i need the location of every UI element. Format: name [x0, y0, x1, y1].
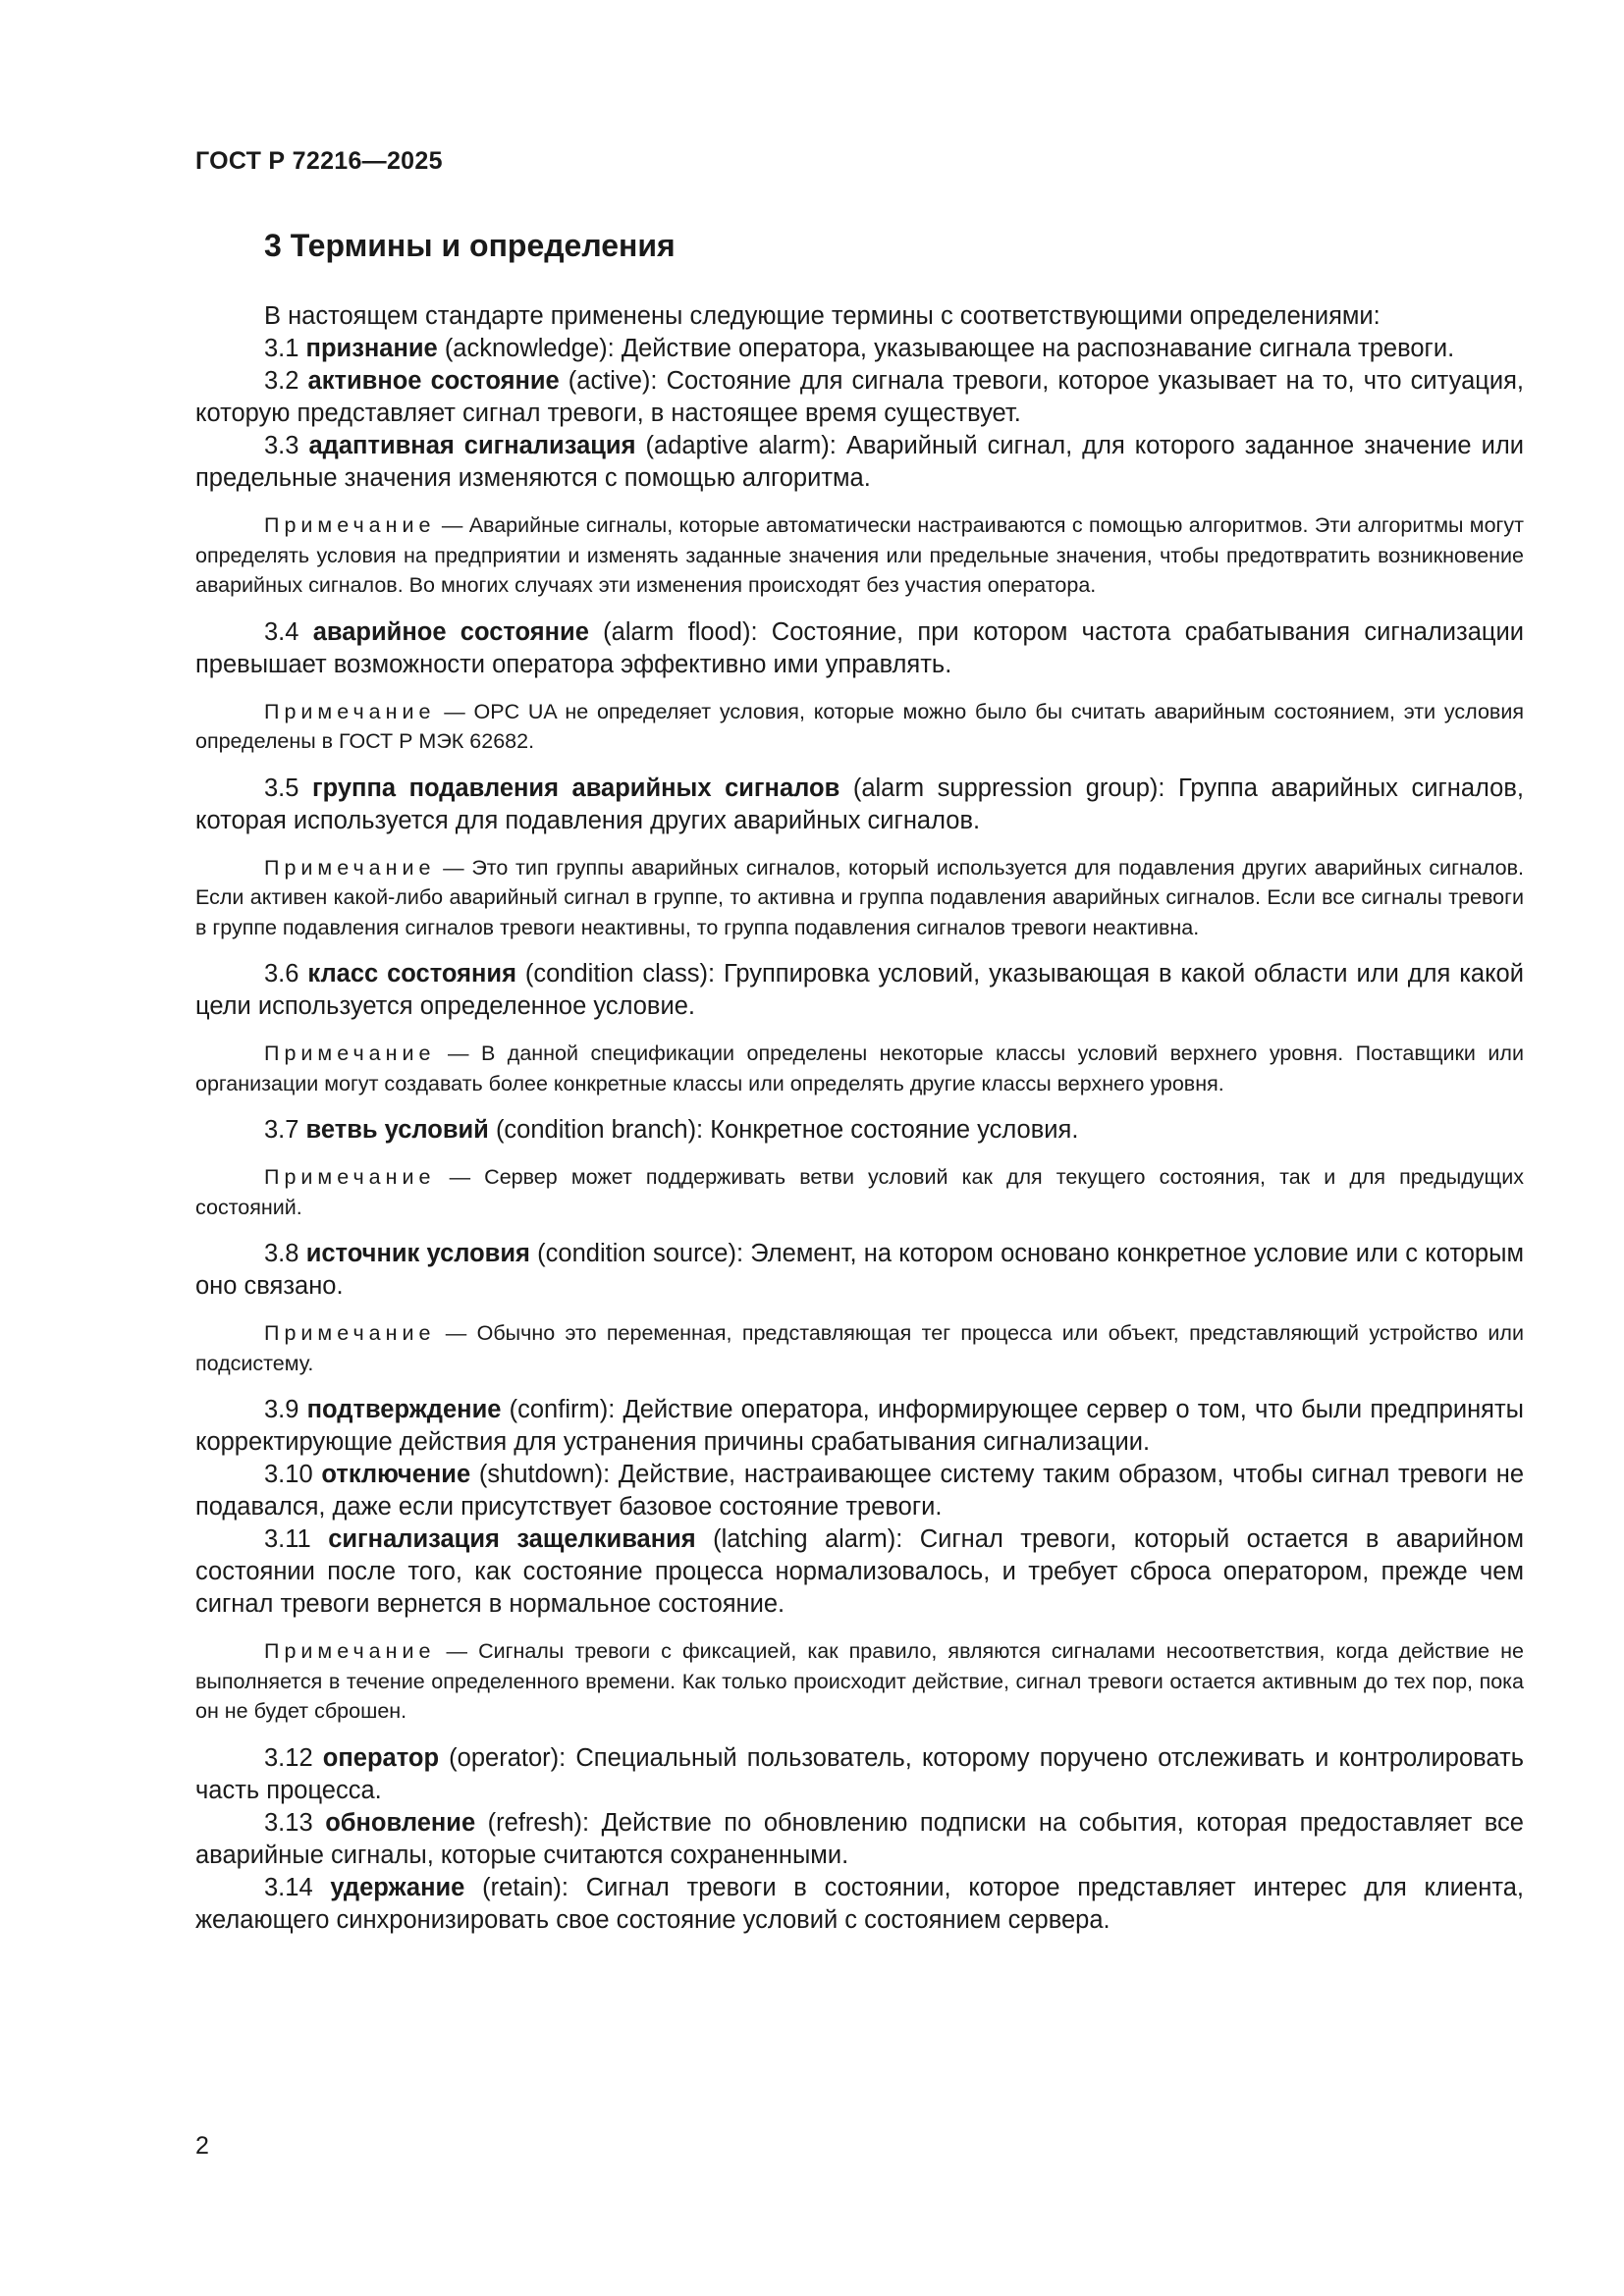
- term-3-3: [195, 430, 1524, 495]
- term-3-4: [195, 616, 1524, 681]
- term-number: 3.2: [264, 367, 299, 395]
- term-definition: (condition branch): Конкретное состояние условия.: [488, 1116, 1079, 1144]
- term-number: 3.7: [264, 1116, 299, 1144]
- note-text: — В данной спецификации определены некоторые классы условий верхнего уровня. Поставщики или организации могут создавать более конкретные классы или определять другие классы верхнего уровня.: [195, 1041, 1524, 1095]
- term-name: отключение: [321, 1461, 471, 1488]
- term-number: 3.12: [264, 1743, 313, 1772]
- term-definition: (condition class): Группировка условий, указывающая в какой области или для какой цели используется определенное условие.: [195, 960, 1524, 1020]
- term-3-1: [195, 333, 1524, 365]
- term-number: 3.11: [264, 1525, 311, 1553]
- term-definition: (acknowledge): Действие оператора, указывающее на распознавание сигнала тревоги.: [437, 335, 1455, 362]
- term-number: 3.6: [264, 960, 299, 988]
- note-label: Примечание: [264, 513, 436, 537]
- term-definition: (retain): Сигнал тревоги в состоянии, которое представляет интерес для клиента, желающего синхронизировать свое состояние условий с состоянием сервера.: [195, 1873, 1524, 1934]
- term-definition: (active): Состояние для сигнала тревоги, которое указывает на то, что ситуация, которую представляет сигнал тревоги, в настоящее время существует.: [195, 367, 1525, 427]
- term-3-8: [195, 1238, 1524, 1303]
- term-3-6: [195, 958, 1524, 1023]
- term-number: 3.10: [264, 1461, 313, 1488]
- term-definition: (operator): Специальный пользователь, которому поручено отслеживать и контролировать часть процесса.: [195, 1743, 1524, 1804]
- note-3-3: [195, 510, 1524, 601]
- term-name: активное состояние: [307, 367, 560, 395]
- term-definition: (refresh): Действие по обновлению подписки на события, которая предоставляет все аварийные сигналы, которые считаются сохраненными.: [195, 1808, 1524, 1869]
- term-name: ветвь условий: [305, 1116, 489, 1144]
- section-title: 3 Термины и определения: [264, 228, 676, 263]
- term-definition: (latching alarm): Сигнал тревоги, который остается в аварийном состоянии после того, как состояние процесса нормализовалось, и требует сброса оператором, прежде чем сигнал тревоги вернется в нормальное состояние.: [195, 1525, 1524, 1618]
- term-name: подтверждение: [306, 1396, 502, 1423]
- term-name: обновление: [325, 1808, 476, 1837]
- page-number: 2: [195, 2132, 209, 2160]
- document-body: [195, 226, 1524, 1937]
- note-label: Примечание: [264, 1165, 436, 1189]
- note-label: Примечание: [264, 1041, 436, 1065]
- term-number: 3.1: [264, 335, 299, 362]
- term-3-9: [195, 1394, 1524, 1459]
- term-definition: (alarm suppression group): Группа аварийных сигналов, которая используется для подавления других аварийных сигналов.: [195, 774, 1524, 834]
- term-number: 3.8: [264, 1240, 299, 1267]
- term-number: 3.3: [264, 432, 299, 459]
- term-name: адаптивная сигнализация: [308, 432, 636, 459]
- term-definition: (adaptive alarm): Аварийный сигнал, для которого заданное значение или предельные значения изменяются с помощью алгоритма.: [195, 432, 1525, 492]
- term-3-10: [195, 1459, 1524, 1523]
- term-number: 3.14: [264, 1873, 313, 1901]
- term-name: оператор: [322, 1743, 440, 1772]
- term-name: сигнализация защелкивания: [328, 1525, 696, 1553]
- section-intro: В настоящем стандарте применены следующие термины с соответствующими определениями:: [264, 302, 1380, 330]
- note-label: Примечание: [264, 1321, 436, 1345]
- term-definition: (condition source): Элемент, на котором основано конкретное условие или с которым оно связано.: [195, 1240, 1524, 1300]
- note-3-8: [195, 1318, 1524, 1378]
- term-name: удержание: [330, 1873, 465, 1901]
- note-3-5: [195, 853, 1524, 943]
- note-text: — Это тип группы аварийных сигналов, который используется для подавления других аварийных сигналов. Если активен какой-либо аварийный сигнал в группе, то активна и группа подавления аварийных сигналов. Если все сигналы тревоги в группе подавления сигналов тревоги неактивны, то группа подавления сигналов тревоги неактивна.: [195, 855, 1524, 939]
- note-label: Примечание: [264, 855, 436, 880]
- term-name: признание: [305, 335, 438, 362]
- note-text: — Обычно это переменная, представляющая тег процесса или объект, представляющий устройство или подсистему.: [195, 1321, 1524, 1375]
- note-text: — Аварийные сигналы, которые автоматически настраиваются с помощью алгоритмов. Эти алгоритмы могут определять условия на предприятии и изменять заданные значения или предельные значения, чтобы предотвратить возникновение аварийных сигналов. Во многих случаях эти изменения происходят без участия оператора.: [195, 513, 1524, 597]
- term-name: источник условия: [305, 1240, 530, 1267]
- term-3-7: [195, 1114, 1524, 1147]
- term-number: 3.5: [264, 774, 299, 802]
- note-3-11: [195, 1636, 1524, 1727]
- term-definition: (shutdown): Действие, настраивающее систему таким образом, чтобы сигнал тревоги не подавался, даже если присутствует базовое состояние тревоги.: [195, 1461, 1525, 1521]
- term-3-13: [195, 1807, 1524, 1872]
- note-label: Примечание: [264, 699, 436, 723]
- note-text: — Сервер может поддерживать ветви условий как для текущего состояния, так и для предыдущих состояний.: [195, 1165, 1524, 1219]
- term-definition: (alarm flood): Состояние, при котором частота срабатывания сигнализации превышает возможности оператора эффективно ими управлять.: [195, 617, 1524, 678]
- note-text: — Сигналы тревоги с фиксацией, как правило, являются сигналами несоответствия, когда действие не выполняется в течение определенного времени. Как только происходит действие, сигнал тревоги остается активным до тех пор, пока он не будет сброшен.: [195, 1639, 1524, 1723]
- term-number: 3.4: [264, 617, 299, 646]
- term-number: 3.13: [264, 1808, 313, 1837]
- note-3-7: [195, 1162, 1524, 1222]
- note-label: Примечание: [264, 1639, 436, 1663]
- document-code-header: ГОСТ Р 72216—2025: [195, 147, 443, 175]
- term-name: аварийное состояние: [312, 617, 589, 646]
- note-3-4: [195, 697, 1524, 757]
- note-3-6: [195, 1039, 1524, 1098]
- term-3-11: [195, 1523, 1524, 1621]
- term-3-5: [195, 773, 1524, 837]
- term-name: группа подавления аварийных сигналов: [312, 774, 840, 802]
- term-3-14: [195, 1872, 1524, 1937]
- term-3-2: [195, 365, 1524, 430]
- term-name: класс состояния: [307, 960, 516, 988]
- term-3-12: [195, 1742, 1524, 1807]
- term-definition: (confirm): Действие оператора, информирующее сервер о том, что были предприняты корректирующие действия для устранения причины срабатывания сигнализации.: [195, 1396, 1524, 1456]
- note-text: — OPC UA не определяет условия, которые можно было бы считать аварийным состоянием, эти условия определены в ГОСТ Р МЭК 62682.: [195, 699, 1524, 753]
- term-number: 3.9: [264, 1396, 299, 1423]
